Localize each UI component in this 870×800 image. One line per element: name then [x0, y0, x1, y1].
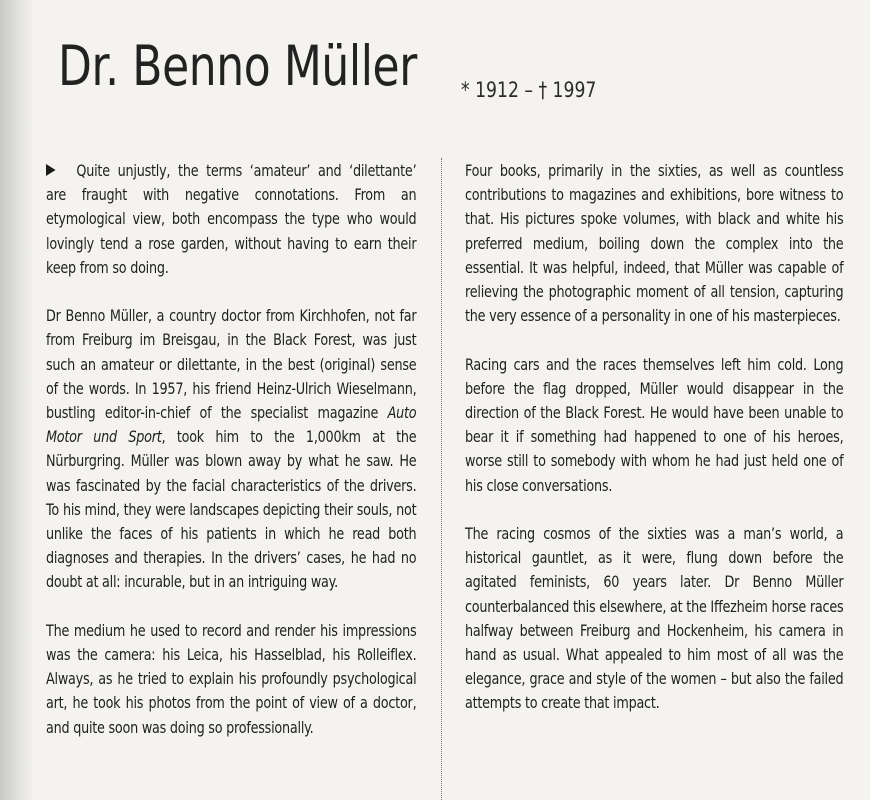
life-dates: * 1912 – † 1997	[461, 78, 597, 102]
paragraph-books: Four books, primarily in the sixties, as well as countless contributions to magazines and exhibitions, bore witness to that. His pictures spoke volumes, with black and white his preferred medium, boiling down the complex into the essential. It was helpful, indeed, that Müller was capable of relieving the photographic moment of all tension, capturing the very essence of a personality in one of his masterpieces.	[465, 161, 844, 326]
paragraph-biography	[46, 304, 416, 594]
column-divider	[441, 158, 442, 800]
paragraph-iffezheim: The racing cosmos of the sixties was a man’s world, a historical gauntlet, as it were, flung down before the agitated feminists, 60 years later. Dr Benno Müller counterbalanced this elsewhere, at the Iffezheim horse races halfway between Freiburg and Hockenheim, his camera in hand as usual. What appealed to him most of all was the elegance, grace and style of the women – but also the failed attempts to create that impact.	[465, 524, 844, 713]
paragraph-biography-text-b: , took him to the 1,000km at the Nürburgring. Müller was blown away by what he saw. He was fascinated by the facial characteristics of the drivers. To his mind, they were landscapes depicting their souls, not unlike the faces of his patients in which he read both diagnoses and therapies. In the drivers’ cases, he had no doubt at all: incurable, but in an intriguing way.	[46, 427, 417, 592]
paragraph-racing: Racing cars and the races themselves left him cold. Long before the flag dropped, Müller would disappear in the direction of the Black Forest. He would have been unable to bear it if something had happened to one of his heroes, worse still to somebody with whom he had just held one of his close conversations.	[465, 354, 844, 495]
page-title: Dr. Benno Müller	[58, 34, 417, 98]
page-gutter-shadow	[0, 0, 34, 800]
right-column	[465, 159, 843, 716]
paragraph-intro	[46, 159, 416, 280]
paragraph-intro-text: Quite unjustly, the terms ‘amateur’ and ‘dilettante’ are fraught with negative connotations. From an etymological view, both encompass the type who would lovingly tend a rose garden, without having to earn their keep from so doing.	[46, 161, 417, 277]
paragraph-biography-text-a: Dr Benno Müller, a country doctor from Kirchhofen, not far from Freiburg im Breisgau, in the Black Forest, was just such an amateur or dilettante, in the best (original) sense of the words. In 1957, his friend Heinz-Ulrich Wieselmann, bustling editor-in-chief of the specialist magazine	[46, 306, 417, 423]
magazine-title: Auto Motor und Sport	[46, 403, 417, 447]
left-column	[46, 159, 416, 740]
paragraph-camera: The medium he used to record and render his impressions was the camera: his Leica, his Hasselblad, his Rolleiflex. Always, as he tried to explain his profoundly psychological art, he took his photos from the point of view of a doctor, and quite soon was doing so professionally.	[46, 620, 417, 737]
play-arrow-icon	[46, 159, 76, 183]
